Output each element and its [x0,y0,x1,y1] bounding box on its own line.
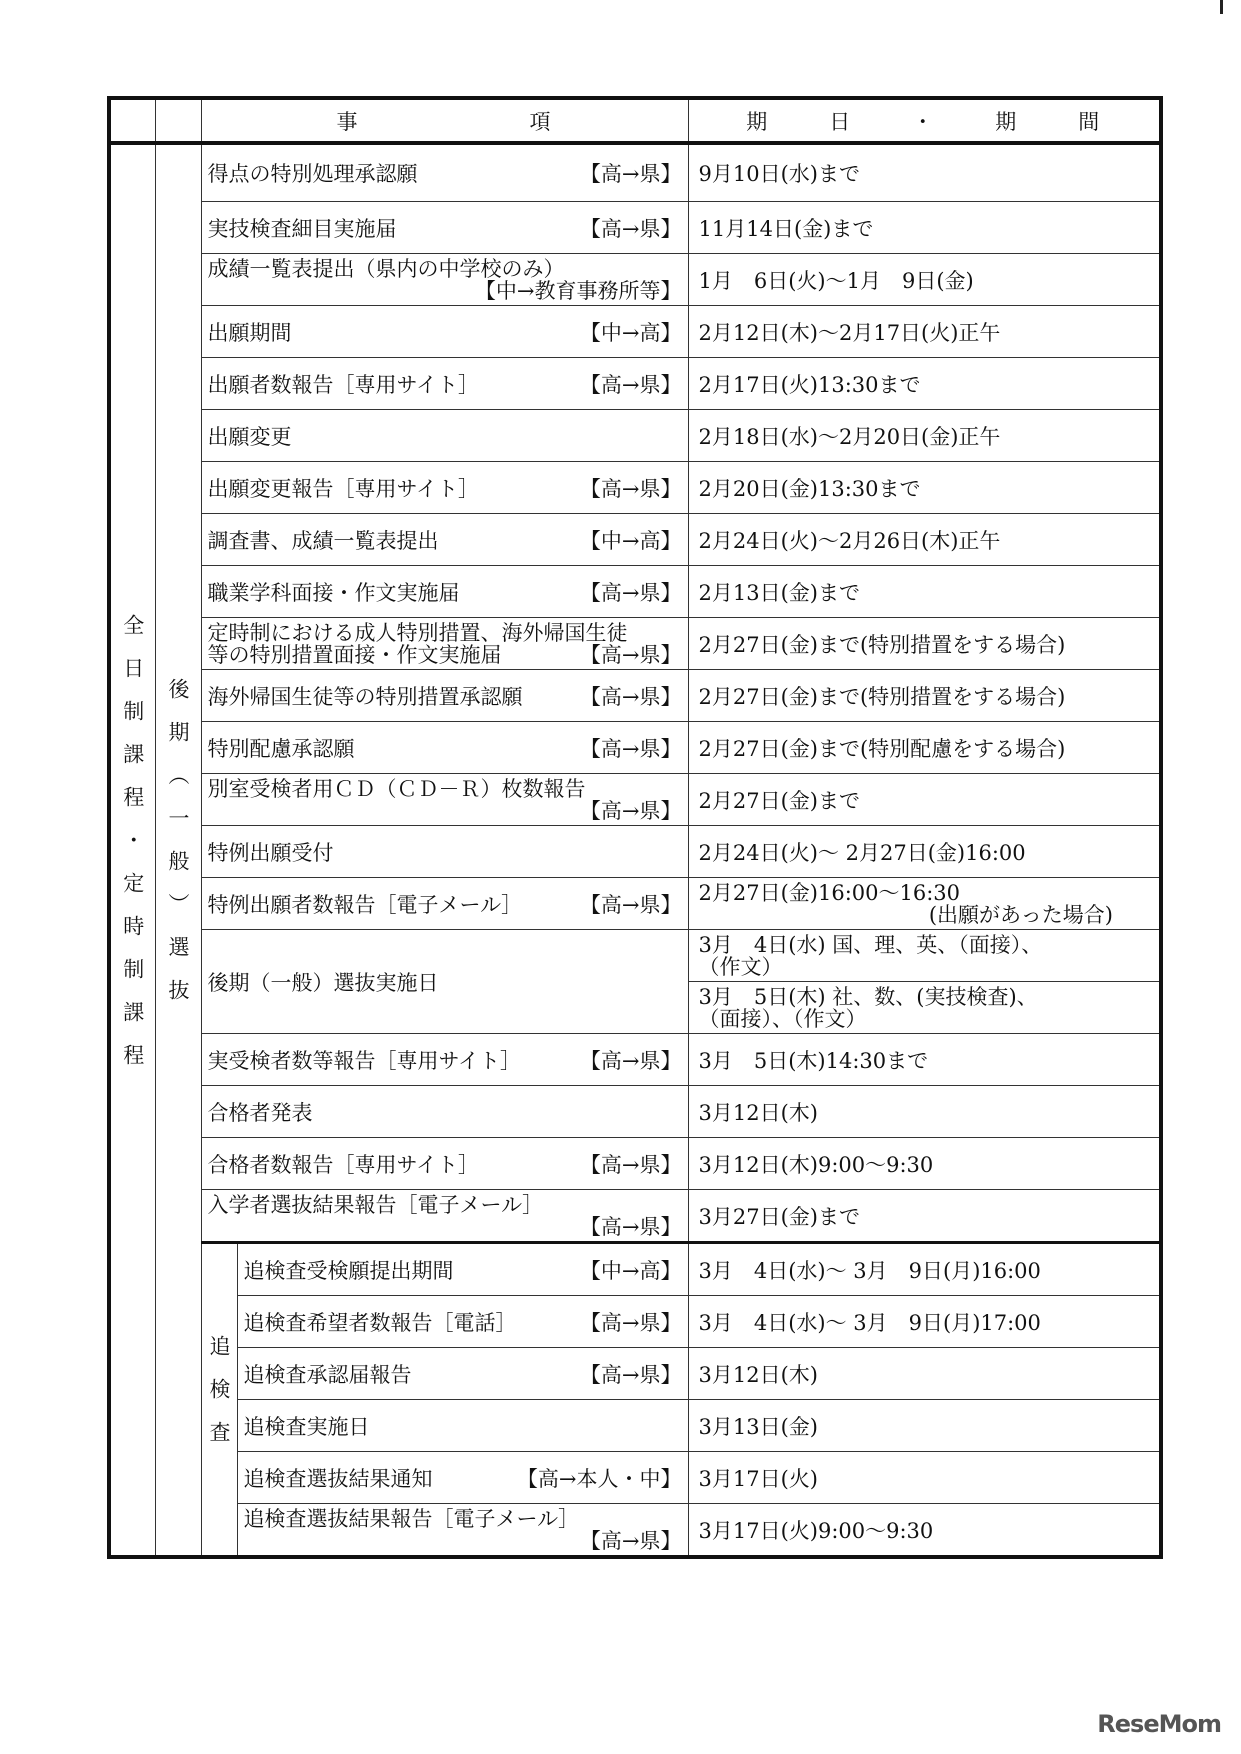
item-cell [201,618,688,670]
item-row [208,317,682,347]
item-two-line [208,622,682,666]
item-two-line [208,258,682,302]
table-row [109,1138,1161,1190]
item-label: 成績一覧表提出（県内の中学校のみ） [207,256,565,281]
item-cell [201,566,688,618]
header-item [201,98,688,143]
date-cell: 3月 4日(水)～ 3月 9日(月)17:00 [688,1296,1161,1348]
date-cell [688,982,1161,1034]
table-row [109,143,1161,202]
date-cell: 9月10日(水)まで [688,143,1161,202]
item-two-line [208,1194,682,1238]
item-row [208,967,682,997]
item-cell [201,826,688,878]
table-row [109,566,1161,618]
item-direction-tag: 【高→県】 [579,372,682,397]
table-row [109,774,1161,826]
header-row [109,98,1161,143]
date-cell: 2月27日(金)まで(特別措置をする場合) [688,618,1161,670]
item-label: 出願期間 [207,320,292,345]
item-label: 調査書、成績一覧表提出 [207,528,439,553]
item-row [208,525,682,555]
date-cell: 2月20日(金)13:30まで [688,462,1161,514]
item-direction-tag: 【高→県】 [579,1048,682,1073]
item-row [208,889,682,919]
item-cell [201,670,688,722]
item-cell [201,1190,688,1243]
table-row [109,1190,1161,1243]
item-cell [201,930,688,1034]
date-cell: 3月27日(金)まで [688,1190,1161,1243]
item-cell [201,410,688,462]
date-cell: 2月18日(水)～2月20日(金)正午 [688,410,1161,462]
item-direction-tag: 【高→県】 [579,1528,682,1553]
resemom-watermark: ReseMom [1097,1710,1221,1738]
item-direction-tag: 【高→県】 [579,892,682,917]
item-cell [201,254,688,306]
supp-table-row [109,1400,1161,1452]
table-row [109,826,1161,878]
item-label: 得点の特別処理承認願 [207,162,418,186]
item-label: 実技検査細目実施届 [207,216,397,241]
item-label: 追検査選抜結果報告［電子メール］ [243,1506,580,1531]
item-direction-tag: 【高→本人・中】 [516,1466,682,1491]
item-label: 海外帰国生徒等の特別措置承認願 [207,684,523,709]
date-cell: 2月27日(金)まで [688,774,1161,826]
item-cell [237,1296,688,1348]
item-label: 追検査選抜結果通知 [243,1466,433,1491]
item-row [244,1411,682,1441]
table-row [109,514,1161,566]
item-row [244,1307,682,1337]
item-cell [201,774,688,826]
table-row [109,930,1161,982]
header-date-char: 期 [995,109,1019,134]
item-two-line [208,778,682,822]
item-direction-tag: 【高→県】 [579,642,682,667]
header-date-char: 間 [1078,109,1102,134]
item-cell [201,514,688,566]
item-direction-tag: 【高→県】 [579,1152,682,1177]
item-cell [201,143,688,202]
item-direction-tag: 【中→高】 [579,528,682,553]
table-row [109,1086,1161,1138]
item-label: 合格者発表 [207,1100,313,1125]
date-cell: 3月17日(火)9:00～9:30 [688,1504,1161,1558]
date-cell: 3月12日(木) [688,1348,1161,1400]
date-cell: 2月13日(金)まで [688,566,1161,618]
item-label: 実受検者数等報告［専用サイト］ [207,1048,522,1073]
item-label: 合格者数報告［専用サイト］ [207,1152,480,1177]
item-label: 出願者数報告［専用サイト］ [207,372,480,397]
item-direction-tag: 【高→県】 [579,476,682,501]
item-row [244,1359,682,1389]
table-row [109,878,1161,930]
item-label: 職業学科面接・作文実施届 [207,580,460,605]
item-direction-tag: 【高→県】 [579,736,682,761]
item-direction-tag: 【中→教育事務所等】 [474,278,682,303]
course-label [109,143,155,1557]
item-label: 追検査希望者数報告［電話］ [243,1310,517,1335]
date-cell [688,930,1161,982]
date-cell: 3月17日(火) [688,1452,1161,1504]
item-cell [237,1504,688,1558]
header-date-char: ・ [912,109,936,134]
item-label: 特例出願受付 [207,840,334,865]
item-cell [201,878,688,930]
item-label: 特例出願者数報告［電子メール］ [207,892,523,917]
item-label-cont: 等の特別措置面接・作文実施届 [207,642,502,667]
item-row [208,1149,682,1179]
course-label-text: 全日制課程・定時制課程 [120,613,145,1087]
item-cell [201,1086,688,1138]
date-text: （面接）、（作文） [698,1006,867,1031]
item-label: 定時制における成人特別措置、海外帰国生徒 [207,620,628,645]
item-cell [201,202,688,254]
table-row [109,358,1161,410]
item-direction-tag: 【高→県】 [579,684,682,709]
item-direction-tag: 【高→県】 [579,216,682,241]
header-item-char: 事 [336,109,360,134]
header-blank-2 [155,98,201,143]
date-cell: 3月 5日(木)14:30まで [688,1034,1161,1086]
item-direction-tag: 【高→県】 [579,1362,682,1387]
schedule-table [107,96,1163,1559]
table-row [109,670,1161,722]
item-row [244,1255,682,1285]
item-direction-tag: 【中→高】 [579,1258,682,1283]
item-cell [237,1452,688,1504]
supp-table-row [109,1243,1161,1296]
item-label: 出願変更報告［専用サイト］ [207,476,480,501]
supp-table-row [109,1348,1161,1400]
supp-table-row [109,1452,1161,1504]
item-label: 入学者選抜結果報告［電子メール］ [207,1192,544,1217]
item-cell [201,1138,688,1190]
item-cell [201,306,688,358]
item-row [208,158,682,188]
date-cell: 11月14日(金)まで [688,202,1161,254]
item-cell [201,1034,688,1086]
item-label: 追検査受検願提出期間 [243,1258,454,1283]
item-row [208,421,682,451]
item-two-line [244,1508,682,1552]
table-row [109,1034,1161,1086]
item-line2 [208,644,682,666]
date-text: 2月27日(金)16:00～16:30 [698,880,961,905]
item-label: 追検査承認届報告 [243,1362,412,1387]
item-label: 追検査実施日 [243,1414,370,1439]
item-row [208,1045,682,1075]
date-cell: 3月 4日(水)～ 3月 9日(月)16:00 [688,1243,1161,1296]
date-cell: 2月24日(火)～2月26日(木)正午 [688,514,1161,566]
table-row [109,306,1161,358]
date-note: (出願があった場合) [928,902,1113,927]
item-row [208,577,682,607]
item-row [208,369,682,399]
selection-label [155,143,201,1557]
date-text: 3月 5日(木) 社、数、(実技検査)、 [698,984,1038,1009]
item-cell [237,1348,688,1400]
date-cell: 3月12日(木)9:00～9:30 [688,1138,1161,1190]
item-row [208,733,682,763]
item-direction-tag: 【高→県】 [579,1214,682,1239]
table-row [109,462,1161,514]
item-row [208,1097,682,1127]
item-row [208,837,682,867]
table-row [109,202,1161,254]
item-row [208,681,682,711]
date-cell: 3月12日(木) [688,1086,1161,1138]
item-label: 特別配慮承認願 [207,736,355,761]
table-row [109,618,1161,670]
date-cell: 1月 6日(火)～1月 9日(金) [688,254,1161,306]
supplementary-label-text: 追検査 [207,1335,231,1464]
item-direction-tag: 【高→県】 [579,162,682,186]
date-cell [688,878,1161,930]
date-cell: 3月13日(金) [688,1400,1161,1452]
date-cell: 2月24日(火)～ 2月27日(金)16:00 [688,826,1161,878]
item-row [244,1463,682,1493]
item-cell [201,722,688,774]
item-direction-tag: 【中→高】 [579,320,682,345]
date-two-line [699,986,1154,1030]
date-text: 3月 4日(水) 国、理、英、（面接）、 [698,932,1043,957]
item-cell [237,1243,688,1296]
item-label: 別室受検者用ＣＤ（ＣＤ－Ｒ）枚数報告 [207,776,586,801]
header-date-char: 日 [829,109,853,134]
selection-label-text: 後期（一般）選抜 [166,678,190,1022]
date-two-line [699,882,1154,926]
page-corner-mark [1220,0,1223,14]
item-direction-tag: 【高→県】 [579,1310,682,1335]
item-direction-tag: 【高→県】 [579,798,682,823]
date-cell: 2月27日(金)まで(特別配慮をする場合) [688,722,1161,774]
supp-table-row [109,1504,1161,1558]
header-item-char: 項 [529,109,553,134]
header-blank-1 [109,98,155,143]
item-direction-tag: 【高→県】 [579,580,682,605]
header-date-char: 期 [746,109,770,134]
item-row [208,473,682,503]
supplementary-label [201,1243,237,1558]
item-label: 後期（一般）選抜実施日 [207,970,439,995]
item-cell [237,1400,688,1452]
item-label: 出願変更 [207,424,292,449]
header-date [688,98,1161,143]
table-row [109,410,1161,462]
date-cell: 2月17日(火)13:30まで [688,358,1161,410]
date-two-line [699,934,1154,978]
item-cell [201,358,688,410]
date-cell: 2月12日(木)～2月17日(火)正午 [688,306,1161,358]
date-text: （作文） [698,954,783,979]
item-row [208,213,682,243]
table-row [109,722,1161,774]
date-cell: 2月27日(金)まで(特別措置をする場合) [688,670,1161,722]
table-row [109,254,1161,306]
supp-table-row [109,1296,1161,1348]
item-cell [201,462,688,514]
